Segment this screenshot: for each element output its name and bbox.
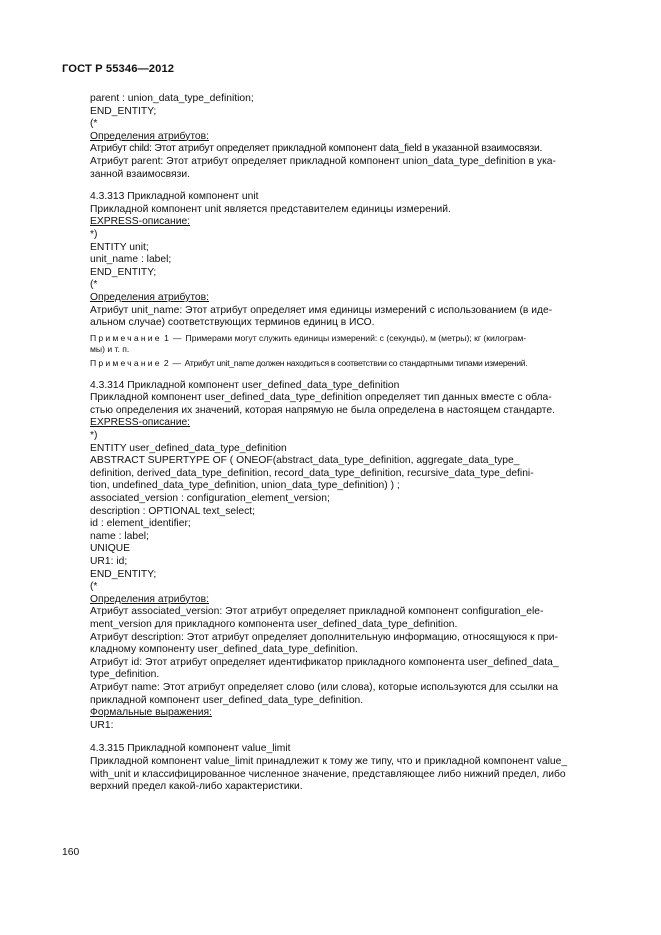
section-heading-4-3-313: 4.3.313 Прикладной компонент unit <box>90 191 259 203</box>
express-heading: EXPRESS-описание: <box>90 417 191 429</box>
attribute-parent-line1: Атрибут parent: Этот атрибут определяет прикладной компонент union_data_type_definition в ука- <box>90 155 556 167</box>
attribute-name-line2: прикладной компонент user_defined_data_type_definition. <box>90 694 364 706</box>
section-description-line2: with_unit и классифицированное численное значение, представляющее либо нижний предел, либо <box>90 768 566 780</box>
attribute-name-line1: Атрибут name: Этот атрибут определяет слово (или слова), которые используются для ссылки на <box>90 681 558 693</box>
section-description-line1: Прикладной компонент user_defined_data_type_definition определяет тип данных вместе с обла- <box>90 392 552 404</box>
note-label: Примечание <box>90 357 162 368</box>
formal-expression-ur1: UR1: <box>90 719 114 731</box>
note-1-line1: Примечание 1 — Примерами могут служить единицы измерений: с (секунды), м (метры); кг (килограм- <box>90 332 527 343</box>
attribute-id-line2: type_definition. <box>90 669 160 681</box>
attributes-heading: Определения атрибутов: <box>90 291 209 303</box>
section-description-line2: стью определения их значений, которая напрямую не была определена в настоящем стандарте. <box>90 404 555 416</box>
section-description-line1: Прикладной компонент value_limit принадлежит к тому же типу, что и прикладной компонент value_ <box>90 755 568 767</box>
comment-open: (* <box>90 279 98 291</box>
note-label: Примечание <box>90 332 162 343</box>
attribute-description-line1: Атрибут description: Этот атрибут определяет дополнительную информацию, относящуюся к при- <box>90 631 558 643</box>
page-content <box>90 93 598 794</box>
code-line: END_ENTITY; <box>90 266 157 278</box>
attribute-parent-line2: занной взаимосвязи. <box>90 168 190 180</box>
attributes-heading: Определения атрибутов: <box>90 593 209 605</box>
code-line: id : element_identifier; <box>90 518 191 530</box>
attribute-description-line2: кладному компоненту user_defined_data_type_definition. <box>90 644 358 656</box>
code-line: UNIQUE <box>90 543 131 555</box>
section-heading-4-3-314: 4.3.314 Прикладной компонент user_defined_data_type_definition <box>90 379 400 391</box>
note-number: 1 <box>164 332 169 343</box>
code-line: END_ENTITY; <box>90 105 157 117</box>
comment-close: *) <box>90 228 98 240</box>
code-line: name : label; <box>90 530 149 542</box>
attributes-heading: Определения атрибутов: <box>90 130 209 142</box>
comment-close: *) <box>90 430 98 442</box>
page-number: 160 <box>62 847 80 858</box>
page-header-standard-id: ГОСТ Р 55346—2012 <box>62 63 175 75</box>
express-heading: EXPRESS-описание: <box>90 216 191 228</box>
code-line: description : OPTIONAL text_select; <box>90 505 256 517</box>
attribute-unit-name-line1: Атрибут unit_name: Этот атрибут определяет имя единицы измерений с использованием (в иде- <box>90 304 553 316</box>
code-supertype-line2: definition, derived_data_type_definition, record_data_type_definition, recursive_data_type_defini- <box>90 467 534 479</box>
code-line: associated_version : configuration_element_version; <box>90 493 330 505</box>
code-supertype-line1: ABSTRACT SUPERTYPE OF ( ONEOF(abstract_data_type_definition, aggregate_data_type_ <box>90 455 520 467</box>
attribute-child: Атрибут child: Этот атрибут определяет прикладной компонент data_field в указанной взаимосвязи. <box>90 143 543 155</box>
comment-open: (* <box>90 118 98 130</box>
note-2: Примечание 2 — Атрибут unit_name должен находиться в соответствии со стандартными типами измерений. <box>90 357 528 368</box>
code-line: END_ENTITY; <box>90 568 157 580</box>
code-line: ENTITY user_defined_data_type_definition <box>90 442 287 454</box>
code-line: unit_name : label; <box>90 254 172 266</box>
section-description: Прикладной компонент unit является представителем единицы измерений. <box>90 203 451 215</box>
formal-expressions-heading: Формальные выражения: <box>90 707 212 719</box>
attribute-id-line1: Атрибут id: Этот атрибут определяет идентификатор прикладного компонента user_defined_data_ <box>90 656 559 668</box>
note-text: Примерами могут служить единицы измерений: с (секунды), м (метры); кг (килограм- <box>185 332 527 343</box>
section-heading-4-3-315: 4.3.315 Прикладной компонент value_limit <box>90 743 291 755</box>
code-line: ENTITY unit; <box>90 241 149 253</box>
note-1-line2: мы) и т. п. <box>90 343 130 354</box>
code-supertype-line3: tion, undefined_data_type_definition, union_data_type_definition) ) ; <box>90 480 400 492</box>
code-line: UR1: id; <box>90 556 128 567</box>
note-text: Атрибут unit_name должен находиться в соответствии со стандартными типами измерений. <box>184 357 528 368</box>
note-number: 2 <box>163 357 169 368</box>
attribute-associated-version-line2: ment_version для прикладного компонента user_defined_data_type_definition. <box>90 618 458 630</box>
section-description-line3: верхний предел какой-либо характеристики. <box>90 781 303 793</box>
comment-open: (* <box>90 581 98 593</box>
attribute-unit-name-line2: альном случае) соответствующих терминов единиц в ИСО. <box>90 317 375 329</box>
attribute-associated-version-line1: Атрибут associated_version: Этот атрибут определяет прикладной компонент configuration_ele- <box>90 606 544 618</box>
code-line: parent : union_data_type_definition; <box>90 93 254 104</box>
